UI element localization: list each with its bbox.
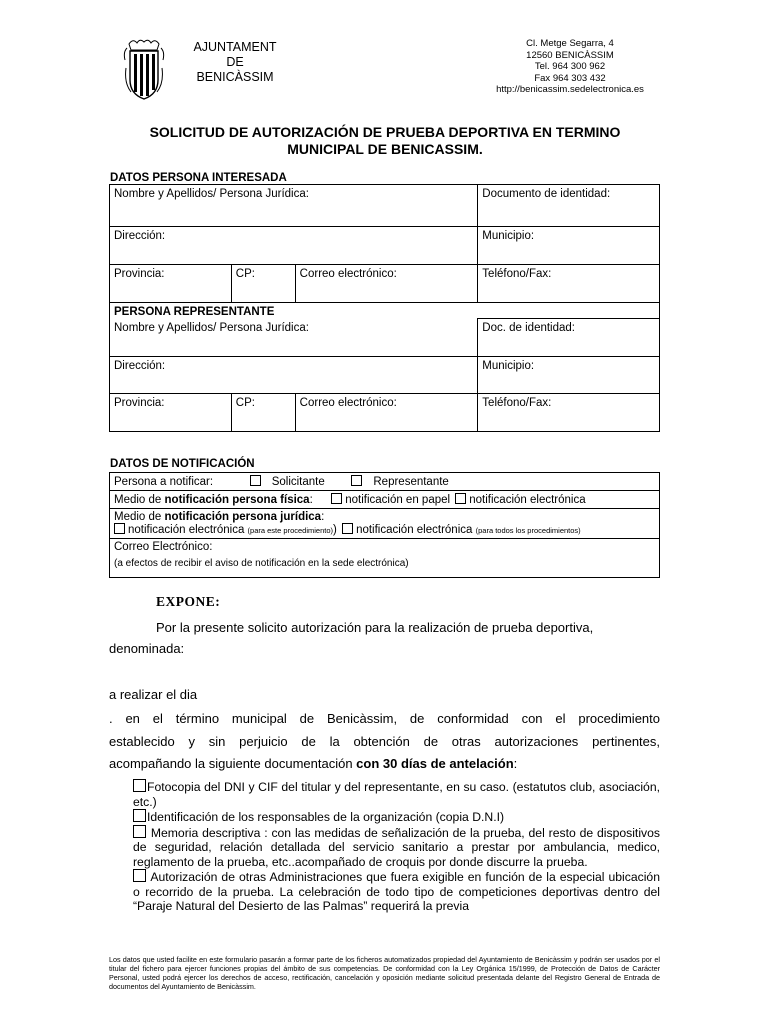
interested-id-field[interactable]: Documento de identidad: (478, 185, 660, 227)
document-item (133, 809, 660, 825)
legal-bold: notificación persona jurídica (164, 511, 322, 523)
org-line: AJUNTAMENT (193, 40, 277, 54)
contact-fax: Fax 964 303 432 (534, 72, 606, 84)
expone-para3-a: . en el término municipal de Benicàssim, de conformidad con el procedimiento (109, 711, 660, 726)
representative-province-field[interactable]: Provincia: (110, 394, 232, 432)
para3-text: acompañando la siguiente documentación (109, 756, 357, 771)
contact-postal: 12560 BENICÀSSIM (526, 49, 614, 61)
interested-email-field[interactable]: Correo electrónico: (295, 265, 478, 303)
interested-province-field[interactable]: Provincia: (110, 265, 232, 303)
contact-phone: Tel. 964 300 962 (534, 61, 606, 72)
expone-para1-b: denominada: (109, 641, 185, 656)
notify-person-label: Persona a notificar: (114, 476, 214, 488)
document-text: Identificación de los responsables de la organización (copia D.N.I) (147, 810, 505, 824)
document-text: Fotocopia del DNI y CIF del titular y del representante, en su caso. (estatutos club, asociación, etc.) (133, 780, 660, 809)
contact-address: Cl. Metge Segarra, 4 (526, 38, 614, 49)
data-protection-footer: Los datos que usted facilite en este formulario pasarán a formar parte de los ficheros automatizados propiedad del Ayuntamiento de Benicàssim y podrán ser usados por el titular del fichero para ejercer funciones propias del ámbito de sus competencias. De conformidad con la Ley Orgánica 15/1999, de Protección de Datos de Carácter Personal, usted podrá ejercer los derechos de acceso, rectificación, cancelación y oposición mediante solicitud presentada delante del Registro General de Entrada de documentos del Ayuntamiento de Benicàssim. (109, 955, 660, 991)
applicant-checkbox[interactable] (250, 475, 261, 486)
representative-name-field[interactable]: Nombre y Apellidos/ Persona Jurídica: (110, 319, 478, 357)
document-title (100, 124, 670, 158)
applicant-label: Solicitante (271, 476, 325, 488)
elec-this-note: (para este procedimiento) (247, 526, 334, 535)
section-heading-interested: DATOS PERSONA INTERESADA (110, 172, 287, 184)
interested-cp-field[interactable]: CP: (231, 265, 295, 303)
interested-name-field[interactable]: Nombre y Apellidos/ Persona Jurídica: (110, 185, 478, 227)
org-line: DE (226, 55, 244, 69)
legal-suffix: : (321, 511, 325, 523)
interested-person-table (109, 184, 660, 303)
document-checkbox[interactable] (133, 809, 146, 822)
physical-bold: notificación persona física (164, 494, 310, 506)
documents-checklist (133, 779, 660, 914)
physical-person-row (110, 491, 659, 509)
elec-all-label: notificación electrónica (356, 524, 473, 536)
representative-cp-field[interactable]: CP: (231, 394, 295, 432)
representative-label: Representante (373, 476, 449, 488)
expone-para2: a realizar el dia (109, 687, 198, 702)
expone-heading: EXPONE: (156, 594, 221, 609)
notify-person-row (110, 473, 659, 491)
document-checkbox[interactable] (133, 825, 146, 838)
legal-person-row (110, 509, 659, 539)
contact-url[interactable]: http://benicassim.sedelectronica.es (496, 84, 644, 95)
notification-box (109, 472, 660, 578)
representative-municipality-field[interactable]: Municipio: (478, 357, 660, 394)
paper-notification-checkbox[interactable] (331, 493, 342, 504)
expone-para1-a: Por la presente solicito autorización para la realización de prueba deportiva, (156, 620, 594, 635)
municipal-crest-logo (123, 38, 165, 102)
electronic-notification-label: notificación electrónica (469, 494, 586, 506)
close-paren: ) (333, 524, 337, 536)
electronic-all-procedures-checkbox[interactable] (342, 523, 353, 534)
para3-bold: con 30 días de antelación (356, 756, 514, 771)
document-checkbox[interactable] (133, 869, 146, 882)
title-line: MUNICIPAL DE BENICASSIM. (287, 141, 483, 157)
representative-table (109, 302, 660, 432)
elec-this-label: notificación electrónica (128, 524, 245, 536)
document-item (133, 869, 660, 914)
paper-notification-label: notificación en papel (345, 494, 451, 506)
representative-id-field[interactable]: Doc. de identidad: (478, 319, 660, 357)
document-item (133, 779, 660, 809)
document-text: Autorización de otras Administraciones que fuera exigible en función de la especial ubicación o recorrido de la prueba. La celebración de todo tipo de competiciones deportivas dentro del “Paraje Natural del Desierto de las Palmas” requerirá la previa (133, 870, 660, 913)
electronic-this-procedure-checkbox[interactable] (114, 523, 125, 534)
email-note: (a efectos de recibir el aviso de notificación en la sede electrónica) (114, 558, 409, 569)
section-heading-notification: DATOS DE NOTIFICACIÓN (110, 458, 255, 470)
organization-name (170, 40, 300, 85)
elec-all-note: (para todos los procedimientos) (475, 526, 581, 535)
representative-address-field[interactable]: Dirección: (110, 357, 478, 394)
representative-email-field[interactable]: Correo electrónico: (295, 394, 478, 432)
representative-checkbox[interactable] (351, 475, 362, 486)
document-item (133, 825, 660, 870)
email-label: Correo Electrónico: (114, 541, 213, 553)
email-row[interactable] (110, 539, 659, 577)
representative-phone-field[interactable]: Teléfono/Fax: (478, 394, 660, 432)
org-line: BENICÀSSIM (196, 70, 274, 84)
electronic-notification-checkbox[interactable] (455, 493, 466, 504)
document-text: Memoria descriptiva : con las medidas de señalización de la prueba, del resto de dispositivos de seguridad, relación detallada del servicio sanitario a prestar por ambulancia, medico, reglamento de la prueba, etc..acompañado de croquis por donde discurre la prueba. (133, 825, 660, 869)
section-heading-representative: PERSONA REPRESENTANTE (114, 306, 275, 318)
document-checkbox[interactable] (133, 779, 146, 792)
expone-para3-b: establecido y sin perjuicio de la obtención de otras autorizaciones pertinentes, (109, 734, 660, 749)
legal-prefix: Medio de (114, 511, 165, 523)
physical-prefix: Medio de (114, 494, 165, 506)
physical-suffix: : (309, 494, 313, 506)
title-line: SOLICITUD DE AUTORIZACIÓN DE PRUEBA DEPORTIVA EN TERMINO (149, 124, 621, 140)
interested-address-field[interactable]: Dirección: (110, 227, 478, 265)
expone-para3-c (109, 756, 517, 771)
interested-phone-field[interactable]: Teléfono/Fax: (478, 265, 660, 303)
interested-municipality-field[interactable]: Municipio: (478, 227, 660, 265)
para3-end: : (513, 756, 518, 771)
contact-info (470, 38, 670, 96)
